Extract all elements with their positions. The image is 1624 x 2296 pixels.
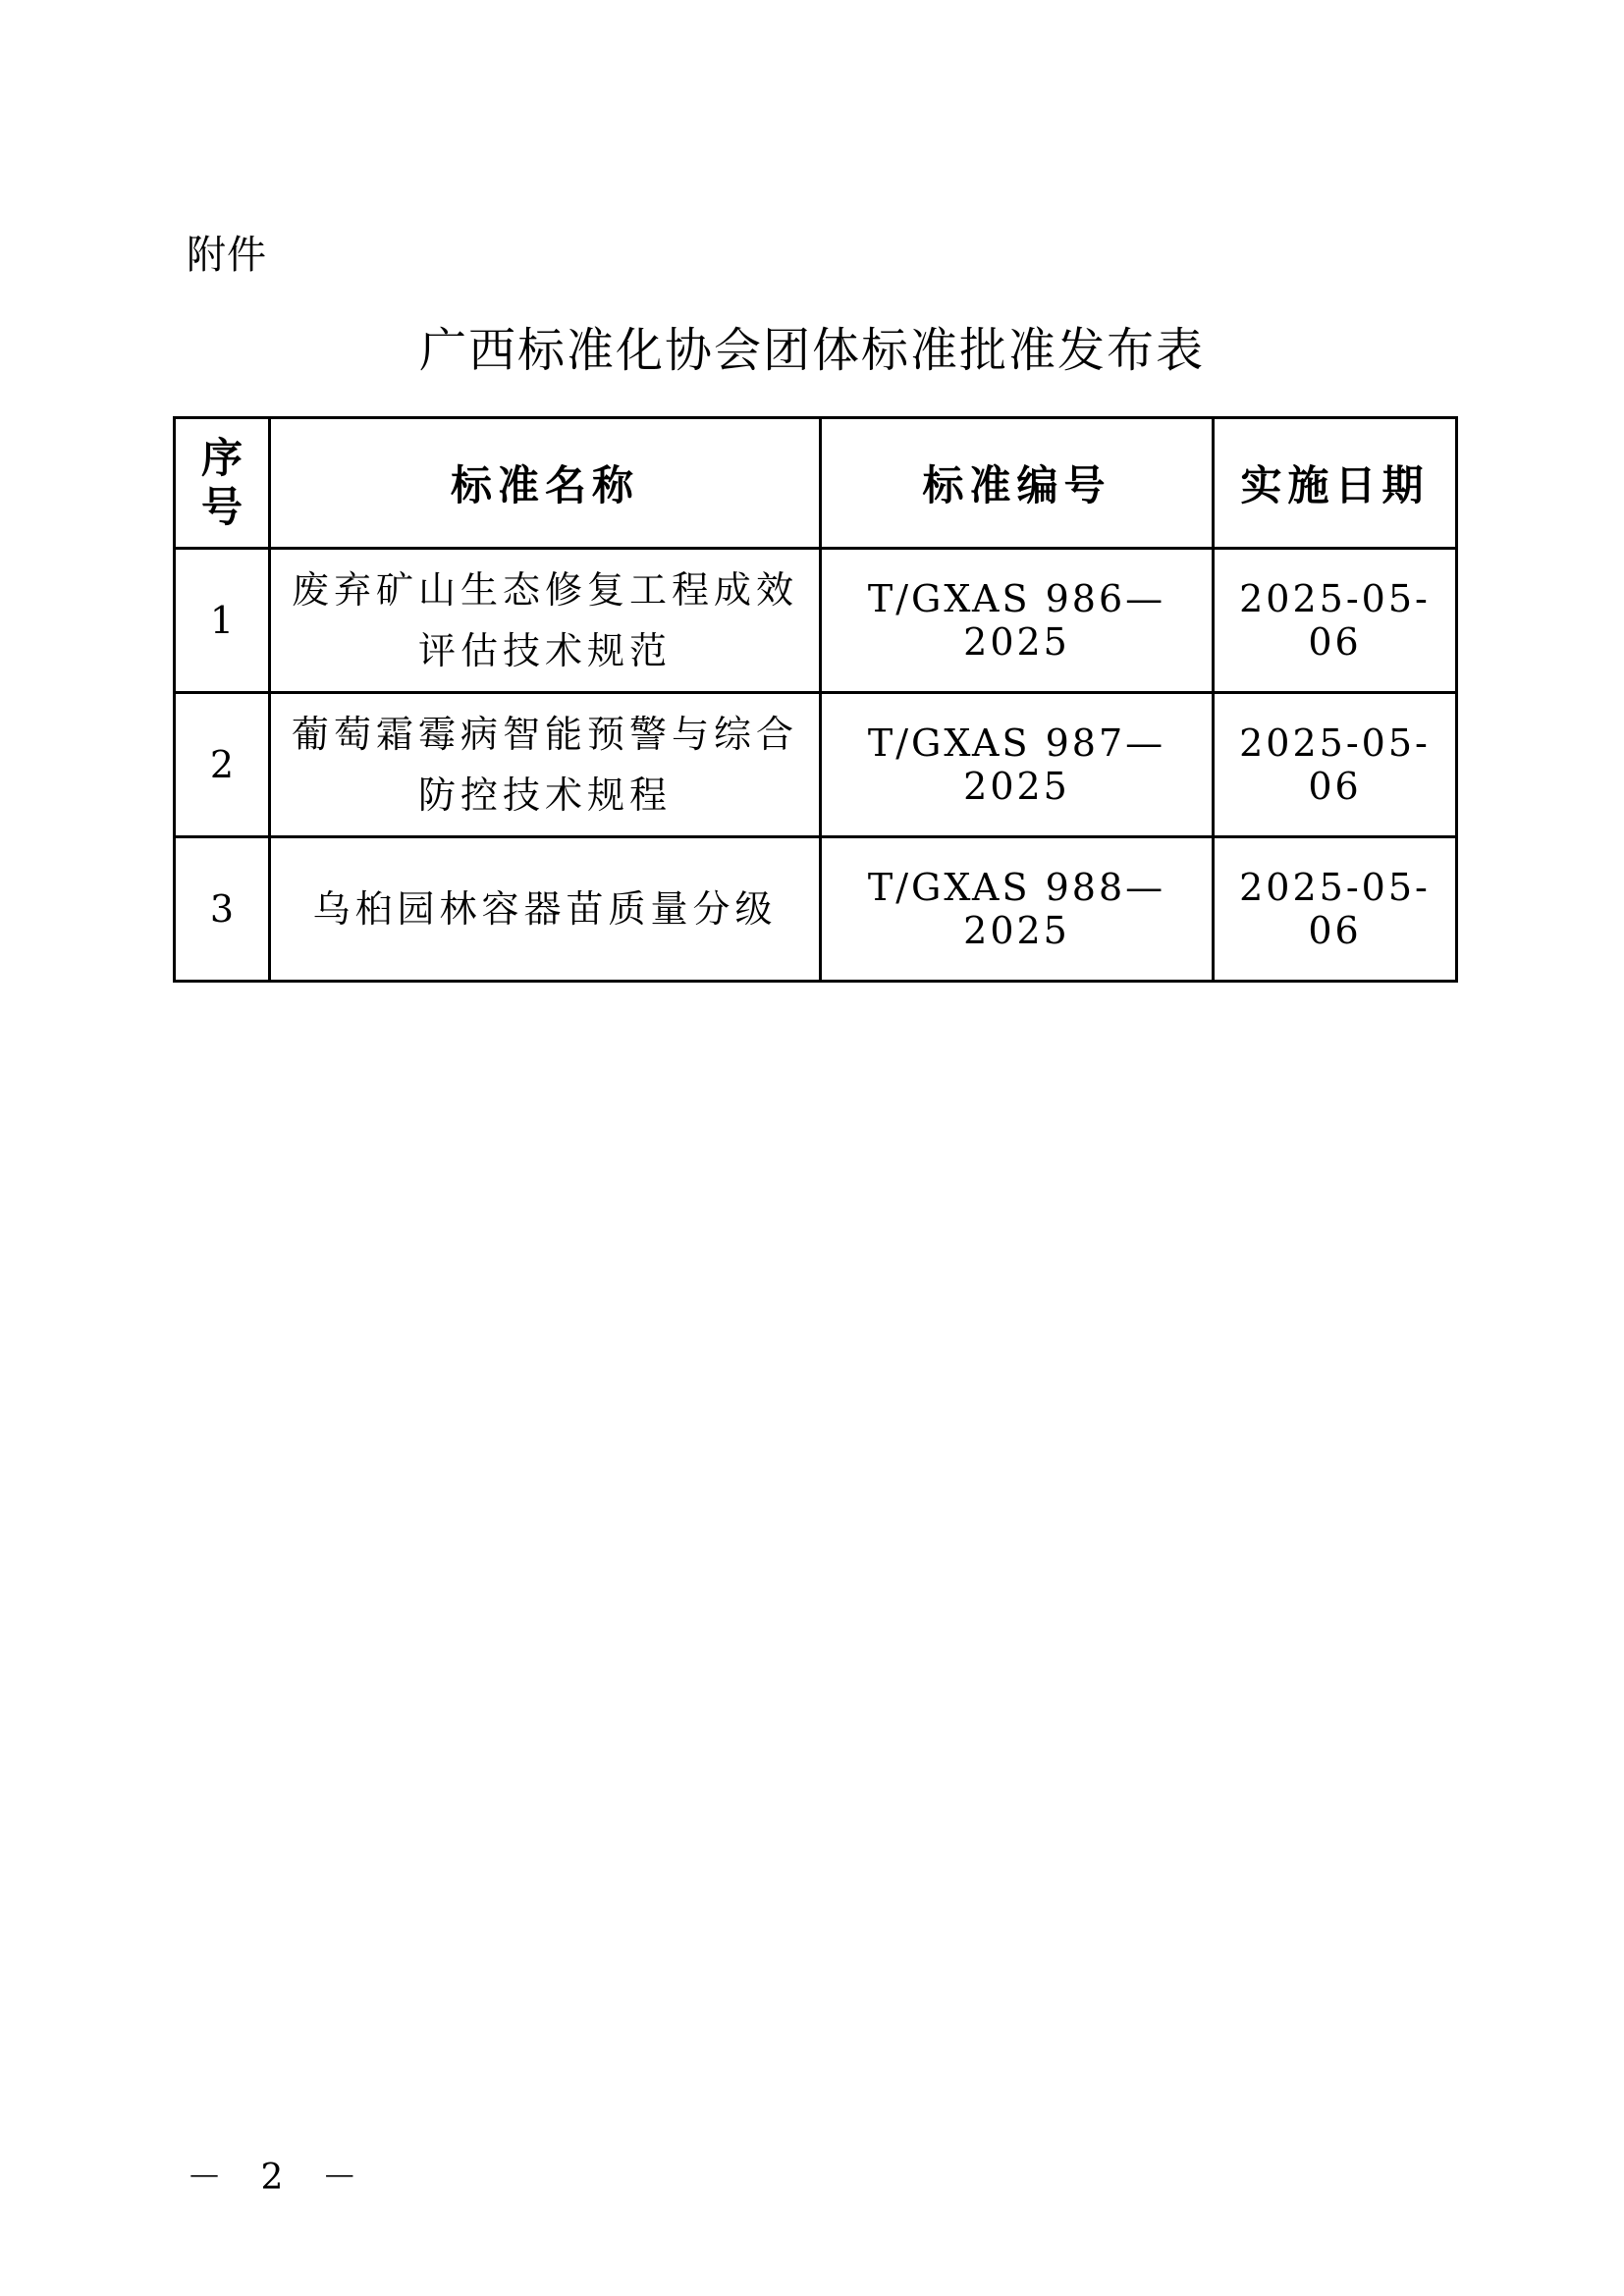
- table-row: [175, 549, 1457, 693]
- header-name: 标准名称: [270, 418, 821, 549]
- standards-table: [173, 416, 1458, 983]
- cell-code: T/GXAS 987—2025: [821, 693, 1214, 837]
- cell-name: 乌桕园林容器苗质量分级: [270, 837, 821, 982]
- cell-name: 葡萄霜霉病智能预警与综合防控技术规程: [270, 693, 821, 837]
- header-date: 实施日期: [1214, 418, 1457, 549]
- attachment-label: 附件: [187, 233, 267, 278]
- cell-index: 3: [175, 837, 270, 982]
- cell-date: 2025-05-06: [1214, 693, 1457, 837]
- document-title: 广西标准化协会团体标准批准发布表: [418, 323, 1205, 378]
- cell-date: 2025-05-06: [1214, 837, 1457, 982]
- cell-index: 2: [175, 693, 270, 837]
- cell-date: 2025-05-06: [1214, 549, 1457, 693]
- table-row: [175, 837, 1457, 982]
- cell-code: T/GXAS 986—2025: [821, 549, 1214, 693]
- cell-name: 废弃矿山生态修复工程成效评估技术规范: [270, 549, 821, 693]
- page-number: － 2 －: [187, 2158, 371, 2198]
- table-row: [175, 693, 1457, 837]
- header-index-line1: 序: [200, 434, 243, 482]
- cell-index: 1: [175, 549, 270, 693]
- header-index-line2: 号: [200, 483, 243, 531]
- cell-code: T/GXAS 988—2025: [821, 837, 1214, 982]
- header-code: 标准编号: [821, 418, 1214, 549]
- table-header-row: [175, 418, 1457, 549]
- header-index: [175, 418, 270, 549]
